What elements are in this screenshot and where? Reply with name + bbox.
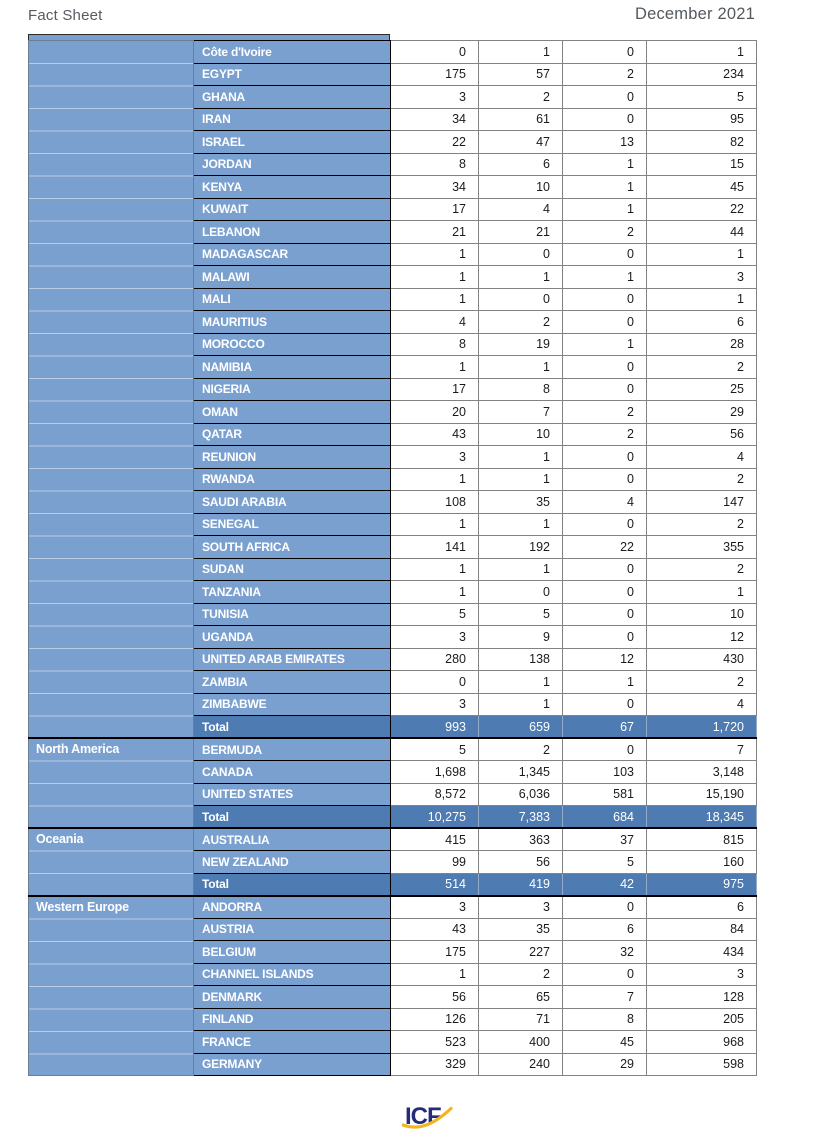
value-cell: 3 bbox=[391, 626, 479, 649]
value-cell: 1 bbox=[391, 288, 479, 311]
value-cell: 0 bbox=[391, 41, 479, 64]
value-cell: 28 bbox=[647, 333, 757, 356]
value-cell: 227 bbox=[479, 941, 563, 964]
country-cell: DENMARK bbox=[194, 986, 391, 1009]
value-cell: 21 bbox=[479, 221, 563, 244]
country-cell: ANDORRA bbox=[194, 896, 391, 919]
country-cell: TANZANIA bbox=[194, 581, 391, 604]
value-cell: 9 bbox=[479, 626, 563, 649]
value-cell: 43 bbox=[391, 918, 479, 941]
value-cell: 45 bbox=[563, 1031, 647, 1054]
value-cell: 415 bbox=[391, 828, 479, 851]
value-cell: 10 bbox=[647, 603, 757, 626]
value-cell: 147 bbox=[647, 491, 757, 514]
value-cell: 141 bbox=[391, 536, 479, 559]
value-cell: 0 bbox=[563, 108, 647, 131]
value-cell: 6 bbox=[563, 918, 647, 941]
value-cell: 598 bbox=[647, 1053, 757, 1076]
value-cell: 2 bbox=[479, 963, 563, 986]
value-cell: 2 bbox=[647, 468, 757, 491]
value-cell: 1 bbox=[563, 266, 647, 289]
value-cell: 3 bbox=[647, 963, 757, 986]
value-cell: 0 bbox=[563, 896, 647, 919]
value-cell: 15 bbox=[647, 153, 757, 176]
country-cell: ZIMBABWE bbox=[194, 693, 391, 716]
value-cell: 1 bbox=[647, 288, 757, 311]
value-cell: 22 bbox=[647, 198, 757, 221]
value-cell: 8 bbox=[563, 1008, 647, 1031]
value-cell: 0 bbox=[563, 963, 647, 986]
value-cell: 1 bbox=[391, 558, 479, 581]
country-cell: MAURITIUS bbox=[194, 311, 391, 334]
value-cell: 1 bbox=[563, 333, 647, 356]
value-cell: 4 bbox=[391, 311, 479, 334]
value-cell: 5 bbox=[563, 851, 647, 874]
value-cell: 329 bbox=[391, 1053, 479, 1076]
value-cell: 0 bbox=[563, 603, 647, 626]
country-cell: QATAR bbox=[194, 423, 391, 446]
value-cell: 1 bbox=[563, 198, 647, 221]
value-cell: 2 bbox=[563, 423, 647, 446]
value-cell: 82 bbox=[647, 131, 757, 154]
value-cell: 21 bbox=[391, 221, 479, 244]
value-cell: 29 bbox=[647, 401, 757, 424]
country-cell: REUNION bbox=[194, 446, 391, 469]
country-cell: GERMANY bbox=[194, 1053, 391, 1076]
value-cell: 8,572 bbox=[391, 783, 479, 806]
total-value-cell: 42 bbox=[563, 873, 647, 896]
value-cell: 1 bbox=[391, 581, 479, 604]
value-cell: 1 bbox=[479, 266, 563, 289]
value-cell: 13 bbox=[563, 131, 647, 154]
total-value-cell: 975 bbox=[647, 873, 757, 896]
country-cell: FINLAND bbox=[194, 1008, 391, 1031]
value-cell: 1 bbox=[391, 468, 479, 491]
value-cell: 175 bbox=[391, 941, 479, 964]
value-cell: 3 bbox=[479, 896, 563, 919]
value-cell: 3 bbox=[391, 446, 479, 469]
value-cell: 1,345 bbox=[479, 761, 563, 784]
value-cell: 1 bbox=[647, 243, 757, 266]
value-cell: 0 bbox=[563, 693, 647, 716]
value-cell: 2 bbox=[479, 86, 563, 109]
value-cell: 234 bbox=[647, 63, 757, 86]
country-cell: CHANNEL ISLANDS bbox=[194, 963, 391, 986]
country-cell: GHANA bbox=[194, 86, 391, 109]
value-cell: 0 bbox=[563, 446, 647, 469]
value-cell: 2 bbox=[647, 558, 757, 581]
value-cell: 1 bbox=[391, 356, 479, 379]
value-cell: 2 bbox=[563, 63, 647, 86]
value-cell: 37 bbox=[563, 828, 647, 851]
document-date: December 2021 bbox=[634, 5, 755, 23]
region-label bbox=[29, 41, 193, 44]
value-cell: 103 bbox=[563, 761, 647, 784]
value-cell: 10 bbox=[479, 176, 563, 199]
value-cell: 1 bbox=[391, 266, 479, 289]
value-cell: 34 bbox=[391, 176, 479, 199]
fact-table bbox=[28, 40, 757, 1076]
value-cell: 0 bbox=[563, 86, 647, 109]
value-cell: 581 bbox=[563, 783, 647, 806]
value-cell: 5 bbox=[647, 86, 757, 109]
total-value-cell: 514 bbox=[391, 873, 479, 896]
value-cell: 10 bbox=[479, 423, 563, 446]
country-cell: CANADA bbox=[194, 761, 391, 784]
value-cell: 128 bbox=[647, 986, 757, 1009]
country-cell: NAMIBIA bbox=[194, 356, 391, 379]
value-cell: 192 bbox=[479, 536, 563, 559]
value-cell: 3 bbox=[391, 86, 479, 109]
value-cell: 0 bbox=[479, 288, 563, 311]
value-cell: 400 bbox=[479, 1031, 563, 1054]
total-value-cell: 10,275 bbox=[391, 806, 479, 829]
value-cell: 8 bbox=[391, 333, 479, 356]
value-cell: 47 bbox=[479, 131, 563, 154]
value-cell: 0 bbox=[563, 378, 647, 401]
total-value-cell: 659 bbox=[479, 716, 563, 739]
value-cell: 0 bbox=[563, 738, 647, 761]
value-cell: 20 bbox=[391, 401, 479, 424]
value-cell: 0 bbox=[563, 513, 647, 536]
value-cell: 0 bbox=[563, 356, 647, 379]
country-cell: RWANDA bbox=[194, 468, 391, 491]
value-cell: 3 bbox=[391, 693, 479, 716]
value-cell: 17 bbox=[391, 378, 479, 401]
country-cell: UNITED ARAB EMIRATES bbox=[194, 648, 391, 671]
value-cell: 126 bbox=[391, 1008, 479, 1031]
country-cell: TUNISIA bbox=[194, 603, 391, 626]
value-cell: 29 bbox=[563, 1053, 647, 1076]
value-cell: 2 bbox=[479, 311, 563, 334]
value-cell: 1 bbox=[563, 671, 647, 694]
total-label-cell: Total bbox=[194, 873, 391, 896]
value-cell: 95 bbox=[647, 108, 757, 131]
region-cell bbox=[29, 828, 194, 896]
value-cell: 430 bbox=[647, 648, 757, 671]
value-cell: 3 bbox=[391, 896, 479, 919]
icf-logo bbox=[402, 1099, 454, 1131]
value-cell: 4 bbox=[647, 446, 757, 469]
country-cell: NEW ZEALAND bbox=[194, 851, 391, 874]
value-cell: 1 bbox=[391, 963, 479, 986]
country-cell: LEBANON bbox=[194, 221, 391, 244]
country-cell: AUSTRALIA bbox=[194, 828, 391, 851]
region-cell bbox=[29, 896, 194, 1076]
value-cell: 19 bbox=[479, 333, 563, 356]
value-cell: 45 bbox=[647, 176, 757, 199]
value-cell: 22 bbox=[563, 536, 647, 559]
value-cell: 3 bbox=[647, 266, 757, 289]
value-cell: 175 bbox=[391, 63, 479, 86]
country-cell: MOROCCO bbox=[194, 333, 391, 356]
value-cell: 1 bbox=[479, 41, 563, 64]
value-cell: 71 bbox=[479, 1008, 563, 1031]
value-cell: 17 bbox=[391, 198, 479, 221]
country-cell: KUWAIT bbox=[194, 198, 391, 221]
value-cell: 1 bbox=[563, 153, 647, 176]
value-cell: 108 bbox=[391, 491, 479, 514]
value-cell: 205 bbox=[647, 1008, 757, 1031]
table-row bbox=[29, 738, 757, 761]
value-cell: 43 bbox=[391, 423, 479, 446]
value-cell: 12 bbox=[647, 626, 757, 649]
value-cell: 1 bbox=[647, 41, 757, 64]
country-cell: SENEGAL bbox=[194, 513, 391, 536]
value-cell: 2 bbox=[563, 401, 647, 424]
total-value-cell: 419 bbox=[479, 873, 563, 896]
value-cell: 2 bbox=[479, 738, 563, 761]
value-cell: 138 bbox=[479, 648, 563, 671]
value-cell: 6,036 bbox=[479, 783, 563, 806]
value-cell: 8 bbox=[479, 378, 563, 401]
value-cell: 1 bbox=[479, 671, 563, 694]
country-cell: SOUTH AFRICA bbox=[194, 536, 391, 559]
value-cell: 2 bbox=[563, 221, 647, 244]
value-cell: 1 bbox=[479, 356, 563, 379]
value-cell: 0 bbox=[563, 243, 647, 266]
value-cell: 0 bbox=[391, 671, 479, 694]
value-cell: 6 bbox=[479, 153, 563, 176]
country-cell: MALI bbox=[194, 288, 391, 311]
value-cell: 22 bbox=[391, 131, 479, 154]
value-cell: 968 bbox=[647, 1031, 757, 1054]
value-cell: 99 bbox=[391, 851, 479, 874]
region-label: Western Europe bbox=[36, 899, 129, 914]
country-cell: OMAN bbox=[194, 401, 391, 424]
total-value-cell: 684 bbox=[563, 806, 647, 829]
value-cell: 0 bbox=[563, 311, 647, 334]
value-cell: 57 bbox=[479, 63, 563, 86]
value-cell: 1 bbox=[479, 513, 563, 536]
table-row bbox=[29, 896, 757, 919]
value-cell: 44 bbox=[647, 221, 757, 244]
country-cell: KENYA bbox=[194, 176, 391, 199]
country-cell: NIGERIA bbox=[194, 378, 391, 401]
value-cell: 6 bbox=[647, 311, 757, 334]
value-cell: 0 bbox=[479, 581, 563, 604]
value-cell: 1,698 bbox=[391, 761, 479, 784]
value-cell: 363 bbox=[479, 828, 563, 851]
country-cell: UGANDA bbox=[194, 626, 391, 649]
value-cell: 35 bbox=[479, 918, 563, 941]
value-cell: 12 bbox=[563, 648, 647, 671]
value-cell: 35 bbox=[479, 491, 563, 514]
value-cell: 5 bbox=[479, 603, 563, 626]
value-cell: 5 bbox=[391, 603, 479, 626]
country-cell: MADAGASCAR bbox=[194, 243, 391, 266]
region-label: North America bbox=[36, 742, 120, 756]
value-cell: 84 bbox=[647, 918, 757, 941]
value-cell: 1 bbox=[479, 693, 563, 716]
value-cell: 3,148 bbox=[647, 761, 757, 784]
country-cell: EGYPT bbox=[194, 63, 391, 86]
value-cell: 4 bbox=[479, 198, 563, 221]
total-value-cell: 1,720 bbox=[647, 716, 757, 739]
country-cell: ZAMBIA bbox=[194, 671, 391, 694]
document-title: Fact Sheet bbox=[28, 7, 103, 24]
value-cell: 523 bbox=[391, 1031, 479, 1054]
value-cell: 434 bbox=[647, 941, 757, 964]
value-cell: 1 bbox=[479, 558, 563, 581]
value-cell: 4 bbox=[647, 693, 757, 716]
country-cell: SAUDI ARABIA bbox=[194, 491, 391, 514]
value-cell: 2 bbox=[647, 513, 757, 536]
value-cell: 0 bbox=[563, 288, 647, 311]
value-cell: 56 bbox=[479, 851, 563, 874]
total-value-cell: 67 bbox=[563, 716, 647, 739]
value-cell: 0 bbox=[563, 41, 647, 64]
logo-text: ICF bbox=[405, 1103, 441, 1130]
value-cell: 355 bbox=[647, 536, 757, 559]
value-cell: 815 bbox=[647, 828, 757, 851]
value-cell: 280 bbox=[391, 648, 479, 671]
value-cell: 6 bbox=[647, 896, 757, 919]
value-cell: 7 bbox=[647, 738, 757, 761]
value-cell: 1 bbox=[479, 468, 563, 491]
total-label-cell: Total bbox=[194, 716, 391, 739]
country-cell: FRANCE bbox=[194, 1031, 391, 1054]
value-cell: 0 bbox=[563, 581, 647, 604]
value-cell: 0 bbox=[479, 243, 563, 266]
total-value-cell: 7,383 bbox=[479, 806, 563, 829]
value-cell: 32 bbox=[563, 941, 647, 964]
value-cell: 5 bbox=[391, 738, 479, 761]
country-cell: BELGIUM bbox=[194, 941, 391, 964]
value-cell: 1 bbox=[391, 513, 479, 536]
country-cell: ISRAEL bbox=[194, 131, 391, 154]
value-cell: 1 bbox=[479, 446, 563, 469]
country-cell: MALAWI bbox=[194, 266, 391, 289]
value-cell: 0 bbox=[563, 558, 647, 581]
value-cell: 4 bbox=[563, 491, 647, 514]
value-cell: 240 bbox=[479, 1053, 563, 1076]
value-cell: 2 bbox=[647, 356, 757, 379]
country-cell: JORDAN bbox=[194, 153, 391, 176]
value-cell: 65 bbox=[479, 986, 563, 1009]
country-cell: BERMUDA bbox=[194, 738, 391, 761]
region-cell bbox=[29, 41, 194, 739]
value-cell: 0 bbox=[563, 468, 647, 491]
value-cell: 2 bbox=[647, 671, 757, 694]
table-row bbox=[29, 828, 757, 851]
value-cell: 7 bbox=[479, 401, 563, 424]
country-cell: IRAN bbox=[194, 108, 391, 131]
value-cell: 56 bbox=[391, 986, 479, 1009]
country-cell: Côte d'Ivoire bbox=[194, 41, 391, 64]
table-row bbox=[29, 41, 757, 64]
country-cell: UNITED STATES bbox=[194, 783, 391, 806]
country-cell: AUSTRIA bbox=[194, 918, 391, 941]
value-cell: 160 bbox=[647, 851, 757, 874]
country-cell: SUDAN bbox=[194, 558, 391, 581]
value-cell: 1 bbox=[391, 243, 479, 266]
value-cell: 61 bbox=[479, 108, 563, 131]
region-cell bbox=[29, 738, 194, 828]
value-cell: 8 bbox=[391, 153, 479, 176]
value-cell: 0 bbox=[563, 626, 647, 649]
region-label: Oceania bbox=[36, 832, 84, 846]
total-value-cell: 18,345 bbox=[647, 806, 757, 829]
value-cell: 1 bbox=[563, 176, 647, 199]
total-label-cell: Total bbox=[194, 806, 391, 829]
value-cell: 34 bbox=[391, 108, 479, 131]
value-cell: 1 bbox=[647, 581, 757, 604]
value-cell: 15,190 bbox=[647, 783, 757, 806]
value-cell: 7 bbox=[563, 986, 647, 1009]
value-cell: 56 bbox=[647, 423, 757, 446]
value-cell: 25 bbox=[647, 378, 757, 401]
total-value-cell: 993 bbox=[391, 716, 479, 739]
